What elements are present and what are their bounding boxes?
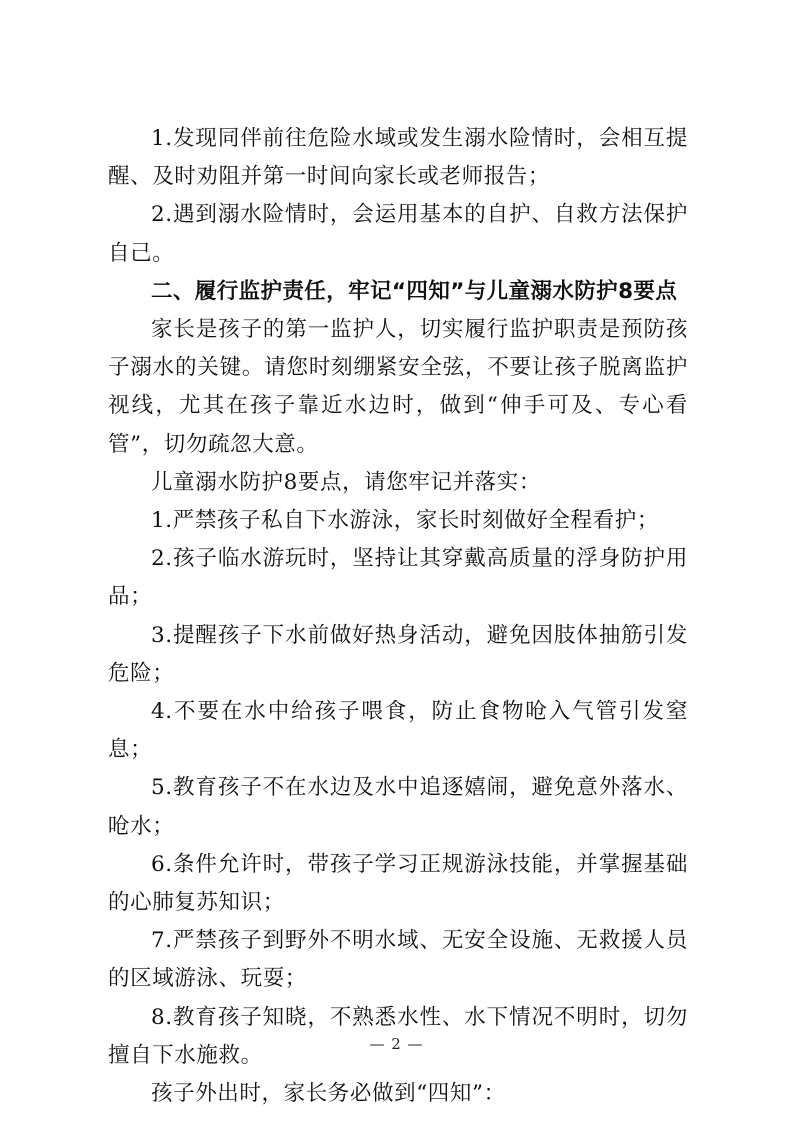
- list-item-point-7: 7.严禁孩子到野外不明水域、无安全设施、无救援人员的区域游泳、玩耍；: [108, 928, 688, 992]
- paragraph-guardian-duty: 家长是孩子的第一监护人，切实履行监护职责是预防孩子溺水的关键。请您时刻绷紧安全弦，不要让孩子脱离监护视线，尤其在孩子靠近水边时，做到“伸手可及、专心看管”，切勿疏忽大意。: [108, 317, 688, 457]
- section-heading: 二、履行监护责任，牢记“四知”与儿童溺水防护8要点: [151, 278, 678, 304]
- paragraph-four-knows-intro: 孩子外出时，家长务必做到“四知”：: [151, 1081, 506, 1107]
- list-item-point-8: 8.教育孩子知晓，不熟悉水性、水下情况不明时，切勿擅自下水施救。: [108, 1004, 688, 1068]
- page-number: — 2 —: [369, 1035, 424, 1053]
- list-item-point-4: 4.不要在水中给孩子喂食，防止食物呛入气管引发窒息；: [108, 699, 688, 763]
- paragraph-peer-warning: 1.发现同伴前往危险水域或发生溺水险情时，会相互提醒、及时劝阻并第一时间向家长或老师报告；: [108, 126, 688, 190]
- list-item-point-5: 5.教育孩子不在水边及水中追逐嬉闹，避免意外落水、呛水；: [108, 775, 688, 839]
- list-item-point-3: 3.提醒孩子下水前做好热身活动，避免因肢体抽筋引发危险；: [108, 622, 688, 686]
- list-item-point-6: 6.条件允许时，带孩子学习正规游泳技能，并掌握基础的心肺复苏知识；: [108, 851, 688, 916]
- document-body: [108, 120, 688, 1113]
- list-item-point-1: 1.严禁孩子私自下水游泳，家长时刻做好全程看护；: [151, 508, 659, 534]
- paragraph-self-rescue: 2.遇到溺水险情时，会运用基本的自护、自救方法保护自己。: [108, 202, 688, 266]
- list-item-point-2: 2.孩子临水游玩时，坚持让其穿戴高质量的浮身防护用品；: [108, 546, 688, 610]
- paragraph-points-intro: 儿童溺水防护8要点，请您牢记并落实：: [151, 469, 541, 495]
